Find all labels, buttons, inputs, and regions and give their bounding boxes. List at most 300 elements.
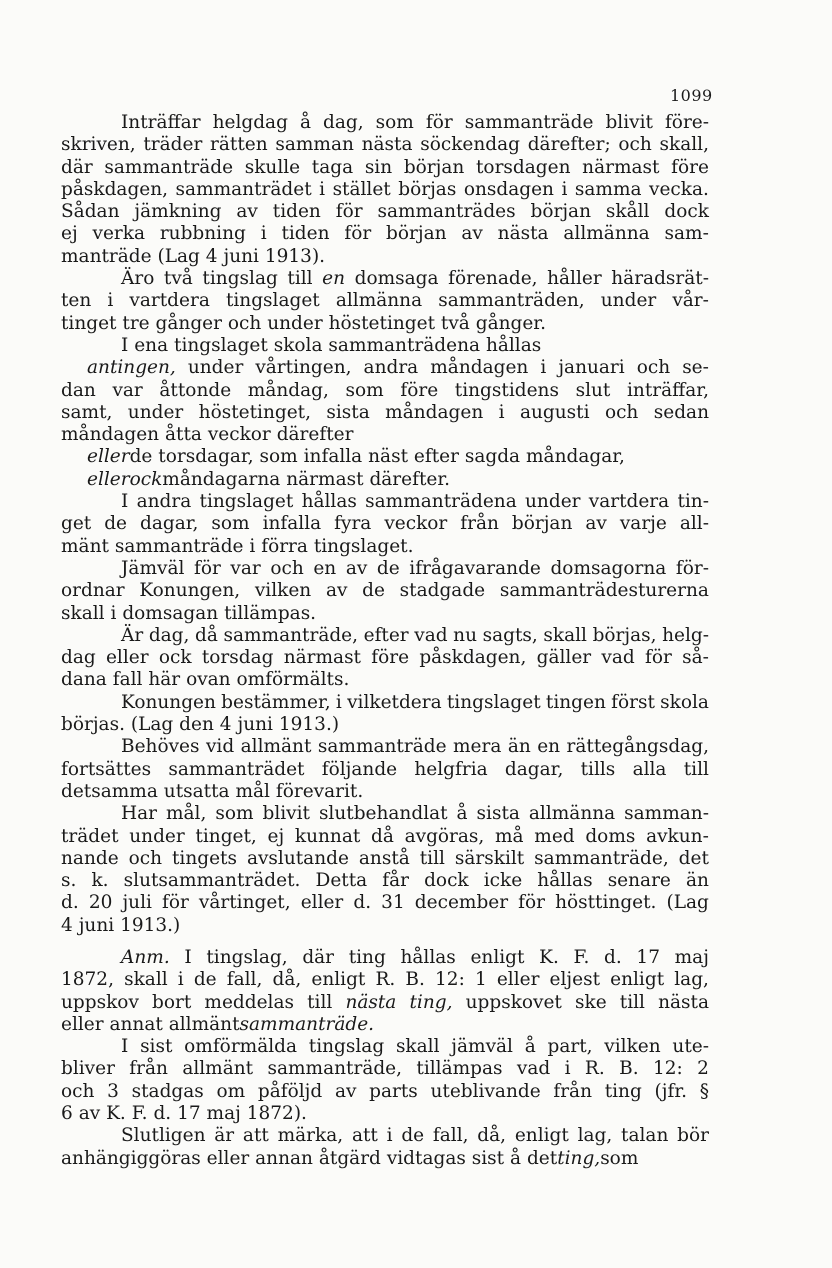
word: tin- [677, 491, 709, 513]
word: måndagen [430, 357, 529, 379]
word: då [195, 624, 218, 646]
word: nästa [361, 134, 413, 156]
word: tinget [61, 312, 117, 334]
word: infalla [303, 446, 363, 468]
word: Anm. [121, 946, 170, 968]
text-line [61, 1058, 709, 1080]
paragraph [61, 1125, 709, 1170]
paragraph [61, 1036, 709, 1125]
word: ordnar [61, 580, 125, 602]
word: dock [424, 870, 469, 892]
word: hållas [537, 870, 593, 892]
word: för [193, 557, 221, 579]
word: ting, [409, 991, 453, 1013]
word: enligt [610, 969, 665, 991]
word: jämväl [451, 1036, 513, 1058]
word: icke [483, 870, 523, 892]
word: R. [375, 969, 396, 991]
word: 12: [652, 1058, 683, 1080]
word: onsdagen [463, 178, 554, 200]
text-line [61, 580, 709, 602]
word: k. [91, 870, 109, 892]
word: skall [124, 969, 168, 991]
word: ovan [186, 669, 231, 691]
word: domsaga [354, 268, 439, 290]
word: kunnat [294, 825, 361, 847]
word: gånger. [475, 312, 547, 334]
word: dock [664, 201, 709, 223]
word: vår- [672, 290, 709, 312]
word: bestämmer, [221, 691, 331, 713]
word: de [376, 557, 400, 579]
word: av [236, 201, 258, 223]
word: tillämpas [416, 1058, 503, 1080]
word: före [671, 156, 709, 178]
word: d. [153, 1103, 172, 1125]
word: skola [660, 691, 709, 713]
word: vartdera [129, 290, 210, 312]
word: Behöves [121, 736, 200, 758]
word: i [319, 178, 326, 200]
word: juni [223, 245, 259, 267]
word: om [216, 1080, 246, 1102]
word: blivit [262, 803, 310, 825]
word: i [260, 223, 267, 245]
word: sedan [653, 401, 709, 423]
word: allmänna [335, 290, 423, 312]
page-number: 1099 [670, 86, 713, 105]
word: från [460, 513, 499, 535]
text-line [61, 759, 709, 781]
word: sammanträdet [168, 758, 305, 780]
word: 1872). [246, 1103, 307, 1125]
text-line [61, 313, 709, 335]
word: mål [235, 780, 270, 802]
word: av [585, 513, 607, 535]
word: än [685, 870, 709, 892]
word: sammanträdena [365, 491, 517, 513]
word: dana [61, 669, 107, 691]
text-line [61, 947, 709, 969]
word: senare [607, 870, 671, 892]
word: en [537, 736, 561, 758]
word: påskdagen, [419, 647, 527, 669]
word: håller [547, 268, 602, 290]
text-line [61, 223, 709, 245]
word: ifrågavarande [409, 557, 541, 579]
word: slutsammanträdet. [123, 870, 301, 892]
word: vilken [604, 1036, 661, 1058]
word: en [313, 557, 337, 579]
word: det [526, 1147, 558, 1169]
word: närmast [582, 156, 660, 178]
word: måndagen [385, 401, 484, 423]
word: infalla [262, 513, 322, 535]
word: skriven, [61, 134, 136, 156]
word: § [699, 1080, 709, 1102]
word: B. [619, 1058, 639, 1080]
text-line [61, 1014, 709, 1036]
word: börjas. [61, 714, 125, 736]
word: tiden [272, 201, 321, 223]
word: nästa [497, 223, 549, 245]
word: för [162, 892, 189, 914]
word: 12: [435, 969, 465, 991]
word: part, [547, 1036, 593, 1058]
word: att [242, 1125, 269, 1147]
word: sammanträden, [438, 290, 585, 312]
word: förevarit. [275, 780, 364, 802]
word: ute- [672, 1036, 709, 1058]
word: allmänt [168, 1013, 240, 1035]
word: annan [255, 1147, 313, 1169]
word: som [215, 803, 254, 825]
word: Sådan [61, 201, 120, 223]
word: skulle [244, 156, 301, 178]
word: det [678, 847, 709, 869]
word: i [177, 969, 184, 991]
word: 1 [474, 969, 487, 991]
paragraph [61, 268, 709, 335]
text-line [61, 803, 709, 825]
word: under [127, 401, 184, 423]
word: nu [453, 624, 478, 646]
word: från [129, 1058, 168, 1080]
word: andra [363, 357, 419, 379]
text-line [61, 246, 709, 268]
word: omförmälda [184, 1036, 298, 1058]
word: parts [369, 1080, 418, 1102]
word: sista [326, 401, 370, 423]
word: än [507, 736, 531, 758]
word: hållas [400, 946, 456, 968]
word: samma [574, 178, 642, 200]
word: manträde [61, 245, 152, 267]
word: tinget, [195, 825, 257, 847]
word: R. [584, 1058, 605, 1080]
word: å [510, 1147, 522, 1169]
word: början [511, 513, 573, 535]
word: hösttinget. [555, 892, 657, 914]
word: (Lag [666, 892, 709, 914]
word: då, [477, 1125, 507, 1147]
word: helgdag [212, 112, 288, 133]
word: stadgade [399, 580, 486, 602]
word: tills [580, 758, 616, 780]
word: veckor [384, 513, 448, 535]
word: tingen [545, 691, 606, 713]
word: samman- [624, 803, 709, 825]
word: 17 [636, 946, 660, 968]
text-line [61, 134, 709, 156]
word: sam- [664, 223, 709, 245]
word: tillämpas. [224, 602, 317, 624]
text-line [61, 290, 709, 312]
word: fyra [334, 513, 372, 535]
word: till [683, 758, 709, 780]
word: juni [78, 914, 115, 936]
word: K. [539, 946, 559, 968]
paragraph [61, 446, 709, 468]
word: skola [273, 334, 323, 356]
word: Har [121, 803, 158, 825]
word: då [371, 825, 394, 847]
word: torsdag [201, 647, 274, 669]
word: Jämväl [121, 557, 185, 579]
word: sammanträdet [175, 178, 312, 200]
word: juli [122, 892, 152, 914]
paragraph [61, 625, 709, 692]
word: två [163, 268, 193, 290]
word: häradsrät- [611, 268, 709, 290]
word: (Lag [130, 714, 174, 736]
text-line [61, 1081, 709, 1103]
word: fortsättes [61, 758, 152, 780]
word: åttonde [159, 379, 232, 401]
word: sagda [464, 446, 521, 468]
word: mera [452, 736, 502, 758]
paragraph [61, 357, 709, 446]
word: höstetinget [328, 312, 435, 334]
text-line [61, 736, 709, 758]
word: se- [682, 357, 709, 379]
word: före [400, 379, 439, 401]
word: 3 [107, 1080, 119, 1102]
word: sin [364, 156, 393, 178]
word: d. [61, 892, 79, 914]
word: under [267, 312, 323, 334]
word: maj [674, 946, 709, 968]
word: ej [267, 825, 285, 847]
text-line [61, 491, 709, 513]
word: tingslaget. [313, 535, 414, 557]
word: och [636, 357, 671, 379]
text-line [61, 969, 709, 991]
word: maj [206, 1103, 241, 1125]
word: börjas [398, 178, 457, 200]
word: eller [105, 647, 149, 669]
text-line [61, 380, 709, 402]
word: och [61, 1080, 95, 1102]
word: nästa [345, 991, 397, 1013]
word: bort [152, 991, 192, 1013]
word: juni [237, 714, 273, 736]
word: av [345, 557, 368, 579]
word: 31 [381, 892, 405, 914]
word: enligt [514, 1125, 569, 1147]
word: fall, [432, 1125, 469, 1147]
word: I [121, 1036, 129, 1058]
word: 4 [219, 714, 232, 736]
word: blivit [605, 112, 653, 133]
word: i [540, 357, 547, 379]
word: Är [121, 624, 144, 646]
word: i [335, 691, 342, 713]
word: får [382, 870, 409, 892]
paragraph [61, 947, 709, 1036]
word: där [302, 946, 335, 968]
word: följande [321, 758, 398, 780]
word: var [230, 557, 261, 579]
word: torsdagen [476, 156, 571, 178]
word: början [403, 156, 465, 178]
word: vilketdera [347, 691, 442, 713]
word: särskilt [454, 847, 525, 869]
word: annat [109, 1013, 163, 1035]
word: och [128, 847, 163, 869]
word: helg- [662, 624, 709, 646]
word: sist [471, 1147, 505, 1169]
word: tingstidens [454, 379, 559, 401]
word: till [619, 991, 645, 1013]
word: antingen, [87, 357, 176, 379]
word: ting [604, 1080, 642, 1102]
word: måndag, [247, 379, 329, 401]
word: skåll [605, 201, 650, 223]
word: hållas [301, 491, 357, 513]
word: under [600, 290, 657, 312]
word: höstetinget, [198, 401, 311, 423]
word: vad [414, 624, 448, 646]
word: uteblivande [430, 1080, 541, 1102]
word: lag, [577, 1125, 613, 1147]
word: å [524, 1036, 536, 1058]
word: i [249, 535, 256, 557]
word: lag, [674, 969, 709, 991]
word: för- [675, 557, 709, 579]
word: under [129, 825, 185, 847]
word: för [425, 112, 453, 133]
word: helgfria [414, 758, 488, 780]
word: F. [573, 946, 590, 968]
word: söckendag [420, 134, 520, 156]
word: 2 [697, 1058, 709, 1080]
word: allmänna [528, 803, 616, 825]
word: sammanträde. [239, 1013, 375, 1035]
word: veckor [207, 424, 271, 446]
word: jämkning [134, 201, 222, 223]
word: märka, [277, 1125, 344, 1147]
word: bör [677, 1125, 709, 1147]
word: skall [61, 602, 105, 624]
word: som [259, 446, 298, 468]
text-line [61, 446, 709, 468]
word: doms [585, 825, 636, 847]
word: 4 [205, 245, 218, 267]
word: må [495, 825, 524, 847]
text-line [61, 357, 709, 379]
word: B. [405, 969, 425, 991]
word: fall, [226, 969, 263, 991]
word: ena [134, 334, 169, 356]
word: vecka. [649, 178, 709, 200]
word: måndagar, [526, 446, 625, 468]
word: av [325, 580, 348, 602]
word: så- [682, 647, 709, 669]
paragraph [61, 335, 709, 357]
word: verka [92, 223, 145, 245]
word: sammanträde, [223, 624, 359, 646]
word: först [611, 691, 655, 713]
word: d. [353, 892, 372, 914]
word: sammanträdes [377, 201, 516, 223]
text-line [61, 603, 709, 625]
word: omförmälts. [236, 669, 350, 691]
word: nästa [658, 991, 709, 1013]
word: och [270, 557, 304, 579]
word: sammanträde, [534, 847, 669, 869]
word: dagar, [140, 513, 199, 535]
word: slutbehandlat [318, 803, 448, 825]
text-line [61, 647, 709, 669]
word: Äro [121, 268, 155, 290]
word: till [307, 991, 333, 1013]
word: (Lag [157, 245, 200, 267]
word: d. [604, 946, 622, 968]
word: den [179, 714, 214, 736]
word: 1913). [264, 245, 326, 267]
word: eljest [549, 969, 601, 991]
text-line [61, 848, 709, 870]
word: vilken [254, 580, 312, 602]
word: som [211, 513, 250, 535]
text-line [61, 536, 709, 558]
word: I [121, 491, 129, 513]
word: påskdagen, [61, 178, 169, 200]
word: 20 [88, 892, 113, 914]
text-line [61, 335, 709, 357]
word: tre [122, 312, 150, 334]
word: med [534, 825, 575, 847]
word: tingslag, [206, 946, 288, 968]
word: ting, [557, 1147, 601, 1169]
word: vad [601, 647, 635, 669]
word: en [322, 268, 346, 290]
word: hållas [485, 334, 542, 356]
word: sammanträdena [328, 334, 481, 356]
word: ock [158, 647, 192, 669]
word: sammanträdesturerna [499, 580, 709, 602]
word: 4 [61, 914, 73, 936]
word: rubbning [159, 223, 246, 245]
word: trädet [61, 825, 119, 847]
word: januari [558, 357, 625, 379]
word: sist [140, 1036, 173, 1058]
word: K. [106, 1103, 126, 1125]
text-line [61, 112, 709, 134]
word: av [334, 1080, 357, 1102]
word: för [344, 223, 372, 245]
word: efter [363, 624, 409, 646]
word: av [461, 223, 483, 245]
word: taga [311, 156, 354, 178]
word: av [78, 1103, 101, 1125]
word: eller [61, 1013, 104, 1035]
word: sammanträde [114, 535, 244, 557]
word: är [214, 1125, 235, 1147]
word: som [375, 112, 414, 133]
text-line [61, 1148, 709, 1170]
word: tingslaget [174, 334, 268, 356]
word: i [564, 1058, 571, 1080]
word: eller [300, 892, 344, 914]
word: å [456, 803, 468, 825]
word: 1913.) [278, 714, 340, 736]
word: i [561, 178, 568, 200]
word: från [553, 1080, 592, 1102]
word: alla [632, 758, 667, 780]
word: tingslaget [446, 691, 541, 713]
